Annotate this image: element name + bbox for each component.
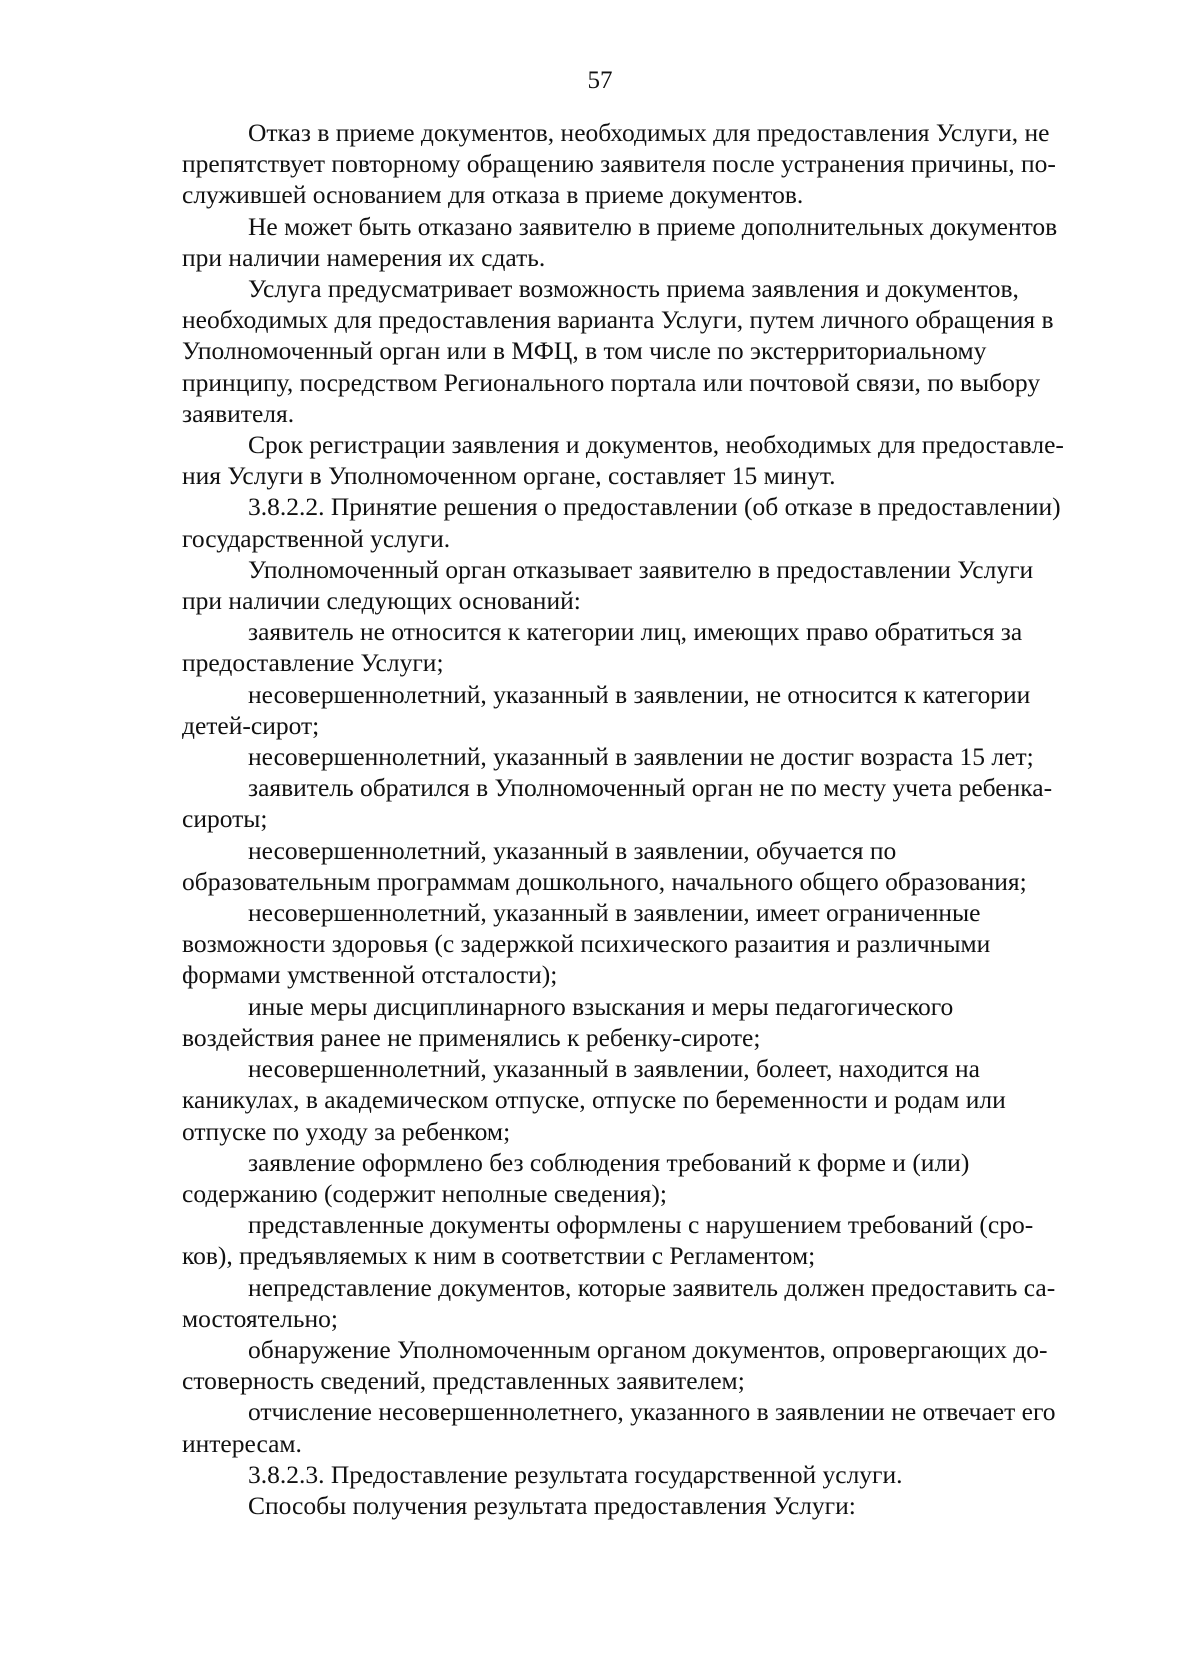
list-item-ground: заявление оформлено без соблюдения требований к форме и (или) содержанию (содержит неполные сведения);	[182, 1147, 970, 1208]
list-item-ground: заявитель обратился в Уполномоченный орган не по месту учета ребенка- сироты;	[182, 773, 1053, 834]
paragraph-registration-term: Срок регистрации заявления и документов, необходимых для предоставле- ния Услуги в Уполномоченном органе, составляет 15 минут.	[182, 430, 1064, 491]
list-item-ground: обнаружение Уполномоченным органом документов, опровергающих до- стоверность сведений, представленных заявителем;	[182, 1334, 1048, 1396]
list-item-ground: несовершеннолетний, указанный в заявлении, болеет, находится на каникулах, в академическом отпуске, отпуске по беременности и родам или отпуске по уходу за ребенком;	[182, 1054, 1006, 1146]
list-item-ground: отчисление несовершеннолетнего, указанного в заявлении не отвечает его интересам.	[182, 1397, 1056, 1458]
section-3-8-2-2-heading: 3.8.2.2. Принятие решения о предоставлении (об отказе в предоставлении) государственной услуги.	[182, 492, 1061, 553]
section-3-8-2-3-heading: 3.8.2.3. Предоставление результата государственной услуги.	[248, 1459, 903, 1489]
list-item-ground: заявитель не относится к категории лиц, имеющих право обратиться за предоставление Услуги;	[182, 617, 1023, 678]
list-item-ground: несовершеннолетний, указанный в заявлении, не относится к категории детей-сирот;	[182, 679, 1031, 740]
paragraph-submission-methods: Услуга предусматривает возможность приема заявления и документов, необходимых для предоставления варианта Услуги, путем личного обращения в Уполномоченный орган или в МФЦ, в том числе по экстерриториальному принципу, посредством Регионального портала или почтовой связи, по выбору заявителя.	[182, 274, 1054, 428]
paragraph-refusal-no-obstacle: Отказ в приеме документов, необходимых для предоставления Услуги, не препятствует повторному обращению заявителя после устранения причины, по- служившей основанием для отказа в приеме документов.	[182, 118, 1056, 210]
list-item-ground: несовершеннолетний, указанный в заявлении не достиг возраста 15 лет;	[248, 742, 1034, 772]
paragraph-additional-documents: Не может быть отказано заявителю в приеме дополнительных документов при наличии намерения их сдать.	[182, 211, 1058, 272]
paragraph-result-methods: Способы получения результата предоставления Услуги:	[248, 1490, 856, 1520]
list-item-ground: непредставление документов, которые заявитель должен предоставить са- мостоятельно;	[182, 1272, 1056, 1333]
list-item-ground: представленные документы оформлены с нарушением требований (сро- ков), предъявляемых к ним в соответствии с Регламентом;	[182, 1210, 1034, 1271]
paragraph-refusal-grounds-intro: Уполномоченный орган отказывает заявителю в предоставлении Услуги при наличии следующих оснований:	[182, 554, 1034, 616]
list-item-ground: несовершеннолетний, указанный в заявлении, имеет ограниченные возможности здоровья (с задержкой психического разаития и различными формами умственной отсталости);	[182, 898, 991, 990]
document-body	[182, 117, 1102, 1521]
page-number: 57	[587, 67, 613, 94]
list-item-ground: иные меры дисциплинарного взыскания и меры педагогического воздействия ранее не применялись к ребенку-сироте;	[182, 991, 954, 1052]
list-item-ground: несовершеннолетний, указанный в заявлении, обучается по образовательным программам дошкольного, начального общего образования;	[182, 835, 1027, 896]
